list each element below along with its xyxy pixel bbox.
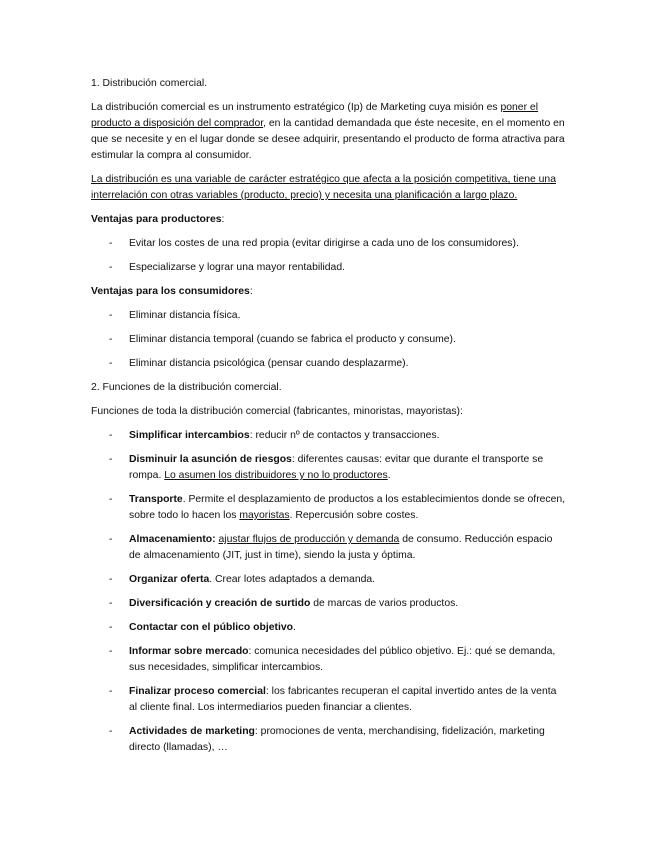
productores-colon: : [221, 214, 225, 225]
funcion-diversificacion [91, 596, 566, 612]
funcion-text: de marcas de varios productos. [310, 598, 459, 609]
funcion-title: Contactar con el público objetivo [129, 622, 293, 633]
funcion-text: : diferentes causas: evitar que durante el transporte se rompa. [129, 454, 544, 481]
dash-bullet: - [109, 534, 113, 545]
productores-list [91, 236, 566, 276]
dash-bullet: - [109, 622, 113, 633]
dash-bullet: - [109, 310, 113, 321]
section-1-title: 1. Distribución comercial. [91, 78, 208, 89]
funcion-text: : los fabricantes recuperan el capital invertido antes de la venta al cliente final. Los intermediarios pueden financiar a clientes. [129, 686, 557, 713]
funcion-text: : promociones de venta, merchandising, fidelización, marketing directo (llamadas), … [129, 726, 545, 753]
funcion-text: : comunica necesidades del público objetivo. Ej.: qué se demanda, sus necesidades, simplificar intercambios. [129, 646, 556, 673]
funcion-finalizar [91, 684, 566, 716]
dash-bullet: - [109, 494, 113, 505]
dash-bullet: - [109, 430, 113, 441]
funcion-organizar [91, 572, 566, 588]
dash-bullet: - [109, 686, 113, 697]
consumidores-colon: : [249, 286, 253, 297]
list-item [91, 260, 566, 276]
funcion-end: . [387, 470, 391, 481]
dash-bullet: - [109, 238, 113, 249]
funcion-title: Informar sobre mercado [129, 646, 249, 657]
dash-bullet: - [109, 358, 113, 369]
funcion-marketing [91, 724, 566, 756]
funcion-title: Organizar oferta [129, 574, 210, 585]
productores-heading [91, 212, 566, 228]
dash-bullet: - [109, 726, 113, 737]
dash-bullet: - [109, 334, 113, 345]
funcion-underlined: ajustar flujos de producción y demanda [218, 534, 400, 545]
consumidores-list [91, 308, 566, 372]
section-2-intro: Funciones de toda la distribución comercial (fabricantes, minoristas, mayoristas): [91, 406, 463, 417]
funcion-informar [91, 644, 566, 676]
funcion-riesgos [91, 452, 566, 484]
dash-bullet: - [109, 574, 113, 585]
document-content [91, 76, 566, 764]
funcion-title: Disminuir la asunción de riesgos [129, 454, 292, 465]
funcion-text: de consumo. Reducción espacio de almacenamiento (JIT, just in time), siendo la justa y óptima. [129, 534, 553, 561]
funcion-text: . Crear lotes adaptados a demanda. [209, 574, 376, 585]
consumidores-title: Ventajas para los consumidores [91, 286, 250, 297]
funcion-text: . Permite el desplazamiento de productos a los establecimientos donde se ofrecen, sobre todo lo hacen los [129, 494, 566, 521]
funcion-title: Simplificar intercambios [129, 430, 250, 441]
list-item [91, 236, 566, 252]
intro-before: La distribución comercial es un instrumento estratégico (Ip) de Marketing cuya misión es [91, 102, 501, 113]
funcion-underlined: Lo asumen los distribuidores y no lo productores [164, 470, 388, 481]
funcion-text: . [292, 622, 296, 633]
list-item-text: Eliminar distancia temporal (cuando se fabrica el producto y consume). [129, 334, 456, 345]
funcion-title: Almacenamiento: [129, 534, 216, 545]
dash-bullet: - [109, 598, 113, 609]
funcion-title: Finalizar proceso comercial [129, 686, 266, 697]
list-item-text: Especializarse y lograr una mayor rentabilidad. [129, 262, 346, 273]
funcion-underlined: mayoristas [239, 510, 290, 521]
funcion-simplificar [91, 428, 566, 444]
funciones-list [91, 428, 566, 756]
list-item-text: Eliminar distancia psicológica (pensar cuando desplazarme). [129, 358, 409, 369]
productores-title: Ventajas para productores [91, 214, 222, 225]
list-item [91, 308, 566, 324]
section-1-intro [91, 100, 566, 164]
consumidores-heading [91, 284, 566, 300]
list-item-text: Evitar los costes de una red propia (evitar dirigirse a cada uno de los consumidores). [129, 238, 519, 249]
list-item [91, 332, 566, 348]
list-item [91, 356, 566, 372]
funcion-contactar [91, 620, 566, 636]
section-1-variable: La distribución es una variable de carácter estratégico que afecta a la posición competitiva, tiene una interrelación con otras variables (producto, precio) y necesita una planificación a largo plazo. [91, 174, 556, 201]
funcion-end: . Repercusión sobre costes. [289, 510, 419, 521]
funcion-almacenamiento [91, 532, 566, 564]
funcion-transporte [91, 492, 566, 524]
intro-underlined: poner el producto a disposición del comprador [91, 102, 539, 129]
section-2-title: 2. Funciones de la distribución comercial. [91, 382, 282, 393]
dash-bullet: - [109, 454, 113, 465]
funcion-title: Transporte [129, 494, 183, 505]
funcion-text: : reducir nº de contactos y transacciones. [249, 430, 440, 441]
intro-after: , en la cantidad demandada que éste necesite, en el momento en que se necesite y en el lugar donde se desee adquirir, presentando el producto de forma atractiva para estimular la compra al consumidor. [91, 118, 565, 161]
list-item-text: Eliminar distancia física. [129, 310, 241, 321]
funcion-title: Actividades de marketing [129, 726, 255, 737]
dash-bullet: - [109, 646, 113, 657]
dash-bullet: - [109, 262, 113, 273]
funcion-title: Diversificación y creación de surtido [129, 598, 311, 609]
